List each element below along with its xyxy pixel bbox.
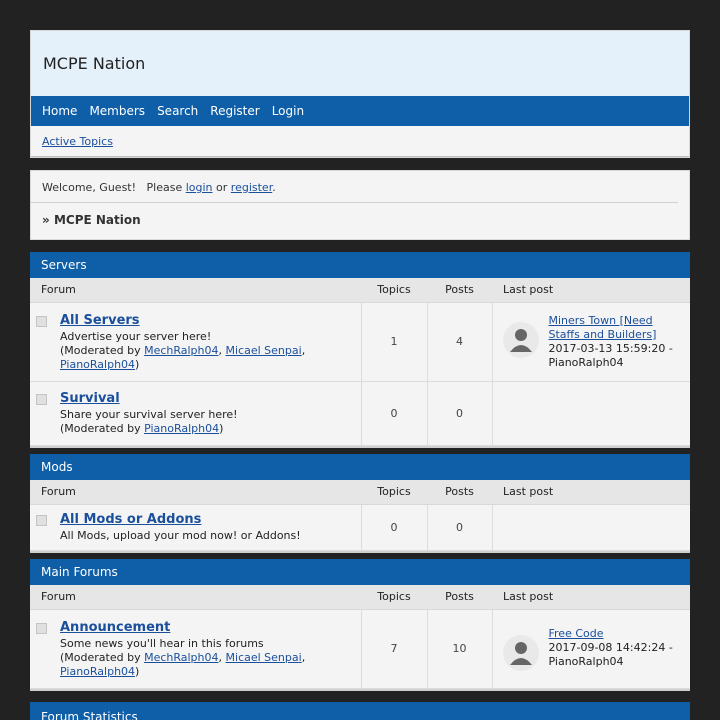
moderator-link[interactable]: Micael Senpai [225,343,302,357]
topic-count: 0 [361,504,427,550]
forum-table [30,480,690,551]
moderator-link[interactable]: Micael Senpai [225,650,302,664]
moderated-by-label: (Moderated by [60,343,141,357]
moderated-by-label: (Moderated by [60,650,141,664]
breadcrumb-separator: » [42,213,50,227]
post-count: 10 [427,609,492,688]
forum-table [30,278,690,446]
forum-link-all-mods[interactable]: All Mods or Addons [60,512,202,527]
topic-count: 1 [361,302,427,381]
col-forum: Forum [30,585,361,609]
nav-search[interactable]: Search [157,104,199,118]
site-title[interactable]: MCPE Nation [43,54,146,73]
forum-row [30,381,690,445]
col-topics: Topics [361,480,427,504]
post-count: 0 [427,381,492,445]
topic-count: 7 [361,609,427,688]
moderator-link[interactable]: PianoRalph04 [60,357,136,371]
col-posts: Posts [427,585,492,609]
moderated-by-label: (Moderated by [60,422,141,435]
forum-description: Share your survival server here! [60,408,238,421]
col-last-post: Last post [492,585,690,609]
main-nav [31,96,689,126]
forum-moderators: (Moderated by MechRalph04, Micael Senpai, PianoRalph04) [60,343,306,371]
forum-description: Some news you'll hear in this forums [60,636,264,650]
forum-statistics-title[interactable]: Forum Statistics [41,710,138,720]
last-post-date: 2017-03-13 15:59:20 - [548,341,673,355]
welcome-box [30,170,690,240]
welcome-or: or [216,181,228,194]
forum-status-icon [36,623,47,634]
post-count: 0 [427,504,492,550]
col-posts: Posts [427,480,492,504]
category-title[interactable]: Mods [30,454,690,480]
col-forum: Forum [30,480,361,504]
moderator-link[interactable]: PianoRalph04 [144,422,220,435]
category-title[interactable]: Servers [30,252,690,278]
forum-moderators: (Moderated by MechRalph04, Micael Senpai, PianoRalph04) [60,650,306,678]
breadcrumb [31,203,689,237]
avatar[interactable] [503,635,539,671]
active-topics-link[interactable]: Active Topics [42,134,113,148]
avatar[interactable] [503,322,539,358]
col-posts: Posts [427,278,492,302]
nav-register[interactable]: Register [210,104,260,118]
forum-row [30,504,690,550]
moderator-link[interactable]: PianoRalph04 [60,664,136,678]
nav-members[interactable]: Members [89,104,146,118]
welcome-period: . [272,181,276,194]
col-last-post: Last post [492,480,690,504]
post-count: 4 [427,302,492,381]
moderator-link[interactable]: MechRalph04 [144,650,219,664]
forum-description: All Mods, upload your mod now! or Addons! [60,529,301,542]
last-post-date: 2017-09-08 14:42:24 - [548,640,673,654]
nav-home[interactable]: Home [42,104,78,118]
col-topics: Topics [361,278,427,302]
welcome-please: Please [146,181,183,194]
last-post-user: PianoRalph04 [548,654,624,668]
nav-login[interactable]: Login [271,104,305,118]
topic-count: 0 [361,381,427,445]
login-link[interactable]: login [185,181,213,194]
register-link[interactable]: register [230,181,273,194]
sub-nav [31,126,689,157]
forum-status-icon [36,515,47,526]
welcome-line [31,171,678,203]
last-post [493,623,691,675]
brand-bar [31,31,689,96]
forum-status-icon [36,394,47,405]
last-post-empty [492,504,690,550]
forum-link-survival[interactable]: Survival [60,391,120,406]
breadcrumb-current[interactable]: MCPE Nation [53,213,141,227]
category-main-forums [30,559,690,691]
forum-row [30,302,690,381]
category-mods [30,454,690,553]
last-post-empty [492,381,690,445]
forum-description: Advertise your server here! [60,329,212,343]
forum-link-announcement[interactable]: Announcement [60,619,171,635]
category-servers [30,252,690,448]
last-post [493,310,691,374]
col-forum: Forum [30,278,361,302]
site-header [30,30,690,158]
forum-link-all-servers[interactable]: All Servers [60,312,140,328]
col-topics: Topics [361,585,427,609]
last-post-link[interactable]: Free Code [548,626,604,640]
forum-statistics-header [30,702,690,720]
forum-status-icon [36,316,47,327]
forum-table [30,585,690,689]
last-post-link[interactable]: Miners Town [Need Staffs and Builders] [548,313,657,341]
forum-row [30,609,690,688]
category-title[interactable]: Main Forums [30,559,690,585]
col-last-post: Last post [492,278,690,302]
forum-moderators: (Moderated by PianoRalph04) [60,422,224,435]
last-post-user: PianoRalph04 [548,355,624,369]
welcome-greeting: Welcome, Guest! [42,181,137,194]
moderator-link[interactable]: MechRalph04 [144,343,219,357]
